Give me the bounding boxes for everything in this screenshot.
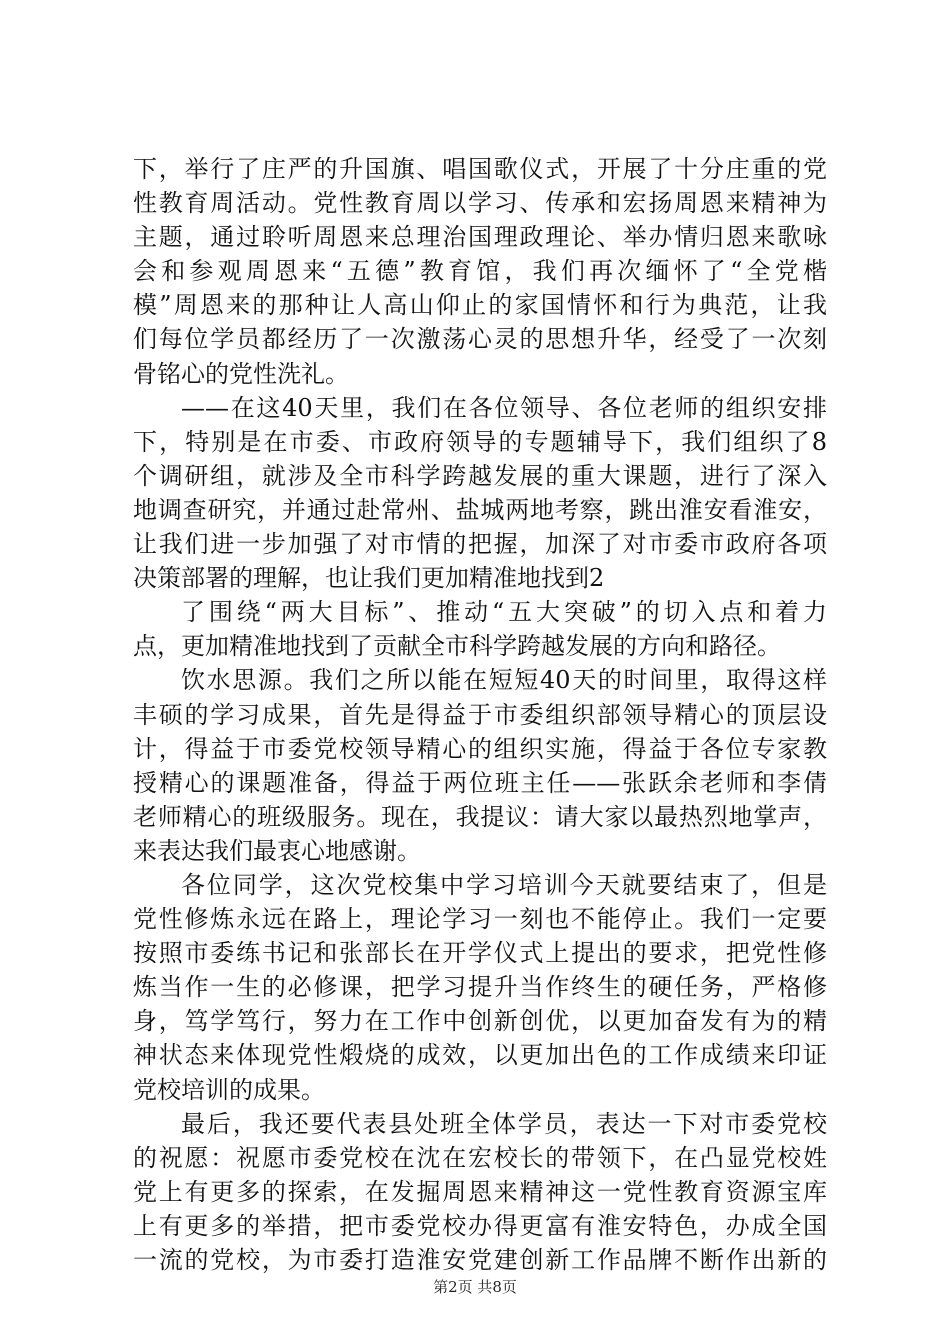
text-line: 丰硕的学习成果，首先是得益于市委组织部领导精心的顶层设 — [133, 700, 827, 729]
document-body — [133, 152, 827, 1277]
text-line: 党性修炼永远在路上，理论学习一刻也不能停止。我们一定要 — [133, 905, 827, 934]
paragraph-start-line: ——在这40天里，我们在各位领导、各位老师的组织安排 — [181, 393, 827, 422]
text-line: 的祝愿：祝愿市委党校在沈在宏校长的带领下，在凸显党校姓 — [133, 1143, 827, 1172]
paragraph-start-line: 各位同学，这次党校集中学习培训今天就要结束了，但是 — [181, 870, 827, 899]
text-line: 计，得益于市委党校领导精心的组织实施，得益于各位专家教 — [133, 734, 827, 763]
text-line: 点，更加精准地找到了贡献全市科学跨越发展的方向和路径。 — [133, 632, 781, 661]
text-line: 地调查研究，并通过赴常州、盐城两地考察，跳出淮安看淮安， — [133, 495, 827, 524]
text-line: 会和参观周恩来“五德”教育馆，我们再次缅怀了“全党楷 — [133, 257, 827, 286]
text-line: 下，举行了庄严的升国旗、唱国歌仪式，开展了十分庄重的党 — [133, 155, 827, 183]
text-line: 模”周恩来的那种让人高山仰止的家国情怀和行为典范，让我 — [133, 291, 827, 320]
text-line: 老师精心的班级服务。现在，我提议：请大家以最热烈地掌声， — [133, 802, 827, 831]
text-line: 们每位学员都经历了一次激荡心灵的思想升华，经受了一次刻 — [133, 325, 827, 354]
text-line: 决策部署的理解，也让我们更加精准地找到2 — [133, 564, 605, 593]
paragraph-start-line: 饮水思源。我们之所以能在短短40天的时间里，取得这样 — [181, 666, 827, 695]
text-line: 上有更多的举措，把市委党校办得更富有淮安特色，办成全国 — [133, 1211, 827, 1240]
text-line: 一流的党校，为市委打造淮安党建创新工作品牌不断作出新的 — [133, 1246, 827, 1274]
text-line: 骨铭心的党性洗礼。 — [133, 359, 349, 388]
text-line: 党上有更多的探索，在发掘周恩来精神这一党性教育资源宝库 — [133, 1177, 827, 1206]
text-line: 按照市委练书记和张部长在开学仪式上提出的要求，把党性修 — [133, 939, 827, 968]
text-line: 神状态来体现党性煅烧的成效，以更加出色的工作成绩来印证 — [133, 1041, 827, 1070]
text-line: 授精心的课题准备，得益于两位班主任——张跃余老师和李倩 — [133, 768, 827, 797]
text-line: 炼当作一生的必修课，把学习提升当作终生的硬任务，严格修 — [133, 973, 827, 1002]
page-number-footer: 第2页 共8页 — [433, 1278, 517, 1296]
text-line: 下，特别是在市委、市政府领导的专题辅导下，我们组织了8 — [133, 427, 827, 456]
text-line: 党校培训的成果。 — [133, 1075, 325, 1104]
text-line: 个调研组，就涉及全市科学跨越发展的重大课题，进行了深入 — [133, 461, 827, 490]
text-line: 来表达我们最衷心地感谢。 — [133, 836, 421, 865]
paragraph-start-line: 了围绕“两大目标”、推动“五大突破”的切入点和着力 — [181, 598, 827, 627]
text-line: 主题，通过聆听周恩来总理治国理政理论、举办情归恩来歌咏 — [133, 223, 827, 252]
text-line: 性教育周活动。党性教育周以学习、传承和宏扬周恩来精神为 — [133, 189, 827, 218]
text-line: 让我们进一步加强了对市情的把握，加深了对市委市政府各项 — [133, 530, 827, 559]
paragraph-start-line: 最后，我还要代表县处班全体学员，表达一下对市委党校 — [181, 1109, 827, 1138]
text-line: 身，笃学笃行，努力在工作中创新创优，以更加奋发有为的精 — [133, 1007, 827, 1036]
